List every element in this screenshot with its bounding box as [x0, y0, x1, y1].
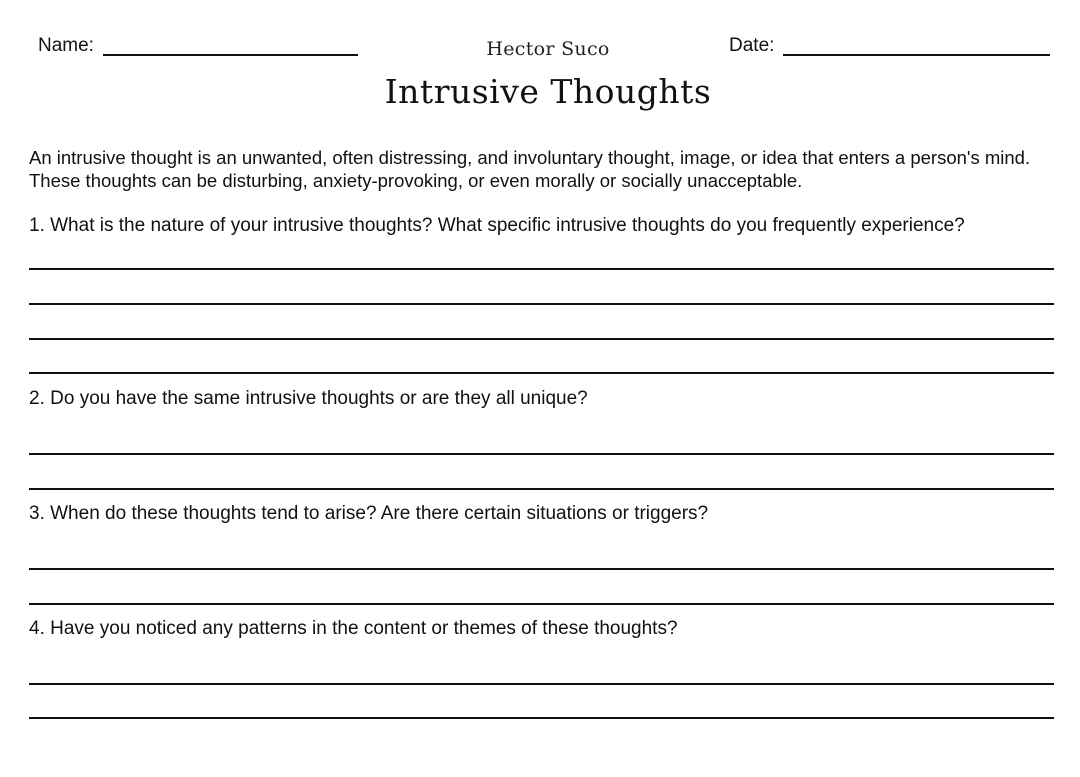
answer-line[interactable] [29, 303, 1054, 305]
answer-line[interactable] [29, 453, 1054, 455]
author-name: Hector Suco [486, 38, 610, 60]
name-label: Name: [38, 35, 94, 56]
answer-line[interactable] [29, 268, 1054, 270]
page-title: Intrusive Thoughts [384, 72, 712, 111]
answer-line[interactable] [29, 338, 1054, 340]
answer-line[interactable] [29, 372, 1054, 374]
question-4: 4. Have you noticed any patterns in the content or themes of these thoughts? [29, 618, 678, 639]
intro-paragraph: An intrusive thought is an unwanted, often distressing, and involuntary thought, image, or idea that enters a person's mind. These thoughts can be disturbing, anxiety-provoking, or even morally or socially unacceptable. [29, 147, 1031, 191]
date-field[interactable] [783, 54, 1050, 56]
question-1: 1. What is the nature of your intrusive thoughts? What specific intrusive thoughts do you frequently experience? [29, 215, 965, 236]
answer-line[interactable] [29, 683, 1054, 685]
question-3: 3. When do these thoughts tend to arise? Are there certain situations or triggers? [29, 503, 709, 524]
question-2: 2. Do you have the same intrusive thoughts or are they all unique? [29, 388, 588, 409]
name-field[interactable] [103, 54, 358, 56]
answer-line[interactable] [29, 717, 1054, 719]
answer-line[interactable] [29, 568, 1054, 570]
date-label: Date: [729, 35, 775, 56]
answer-line[interactable] [29, 488, 1054, 490]
answer-line[interactable] [29, 603, 1054, 605]
